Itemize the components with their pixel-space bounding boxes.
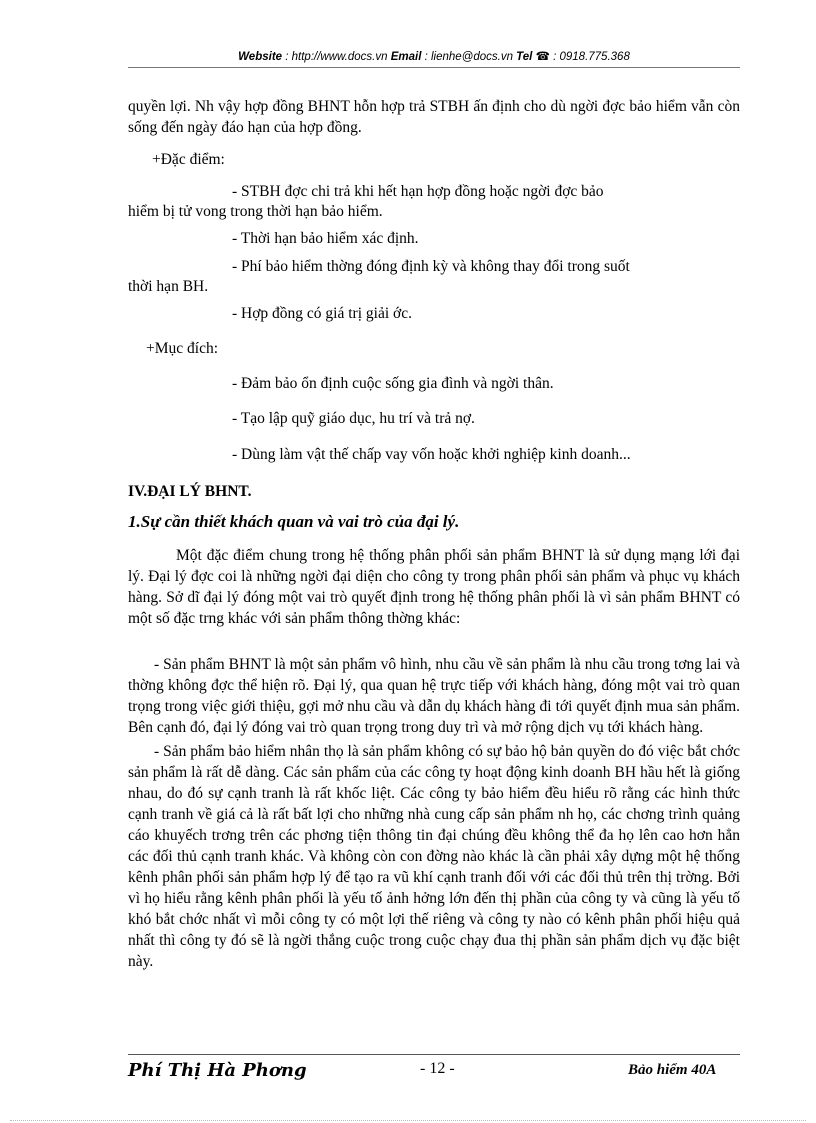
muc-dich-item-2: - Tạo lập quỹ giáo dục, hu trí và trả nợ. xyxy=(232,410,475,427)
paragraph-agent-role: Một đặc điểm chung trong hệ thống phân phối sản phẩm BHNT là sử dụng mạng lới đại lý. Đại lý đợc coi là những ngời đại diện cho công ty trong phân phối sản phẩm và phục vụ khách hàng. Sở dĩ đại lý đóng một vai trò quyết định trong hệ thống phân phối là vì sản phẩm BHNT có một số đặc trng khác với sản phẩm thông thờng khác: xyxy=(128,547,740,627)
phone-icon: ☎ xyxy=(532,51,550,63)
footer-course: Bảo hiểm 40A xyxy=(628,1062,717,1078)
dac-diem-item-1-cont: hiểm bị tử vong trong thời hạn bảo hiểm. xyxy=(128,203,383,220)
paragraph-competition: - Sản phẩm bảo hiểm nhân thọ là sản phẩm không có sự bảo hộ bản quyền do đó việc bắt chớc sản phẩm là rất dễ dàng. Các sản phẩm của các công ty hoạt động kinh doanh BH hầu hết là giống nhau, do đó sự cạnh tranh là rất khốc liệt. Các công ty bảo hiểm đều hiểu rõ rằng các hình thức cạnh tranh về giá cả là rất bất lợi cho những nhà cung cấp sản phẩm nh họ, các chơng trình quảng cáo khuyếch trơng trên các phơng tiện thông tin đại chúng đều không thể đa họ lên cao hơn hẳn các đối thủ cạnh tranh khác. Và không còn con đờng nào khác là cần phải xây dựng một hệ thống kênh phân phối sản phẩm hợp lý để tạo ra vũ khí cạnh tranh đối với các đối thủ trên thị trờng. Bởi vì họ hiểu rằng kênh phân phối là yếu tố ảnh hởng lớn đến thị phần của công ty và cũng là yếu tố khó bắt chớc nhất vì mỗi công ty có một lợi thế riêng và công ty nào có kênh phân phối hiệu quả nhất thì công ty đó sẽ là ngời thắng cuộc trong cuộc chạy đua thị phần sản phẩm dịch vụ đặc biệt này. xyxy=(128,743,740,970)
email-address[interactable]: : lienhe@docs.vn xyxy=(421,51,517,63)
subsection-heading: 1.Sự cần thiết khách quan và vai trò của đại lý. xyxy=(128,512,460,531)
dac-diem-item-4: - Hợp đồng có giá trị giải ớc. xyxy=(232,305,412,322)
email-label: Email xyxy=(390,51,422,63)
dac-diem-item-3: - Phí bảo hiểm thờng đóng định kỳ và không thay đổi trong suốt xyxy=(232,258,630,275)
dac-diem-item-3-cont: thời hạn BH. xyxy=(128,278,209,295)
paragraph-intangible-product: - Sản phẩm BHNT là một sản phẩm vô hình, nhu cầu về sản phẩm là nhu cầu trong tơng lai và thờng không đợc thể hiện rõ. Đại lý, qua quan hệ trực tiếp với khách hàng, đóng một vai trò quan trọng trong việc giới thiệu, gợi mở nhu cầu và dẫn dụ khách hàng đi tới quyết định mua sản phẩm. Bên cạnh đó, đại lý đóng vai trò quan trọng trong duy trì và mở rộng dịch vụ tới khách hàng. xyxy=(128,656,740,736)
page-header xyxy=(128,49,740,63)
website-url[interactable]: : http://www.docs.vn xyxy=(282,51,391,63)
muc-dich-item-3: - Dùng làm vật thế chấp vay vốn hoặc khởi nghiệp kinh doanh... xyxy=(232,446,631,463)
dac-diem-item-2: - Thời hạn bảo hiểm xác định. xyxy=(232,230,419,247)
muc-dich-item-1: - Đảm bảo ổn định cuộc sống gia đình và ngời thân. xyxy=(232,375,554,392)
header-divider xyxy=(128,67,740,68)
footer-divider xyxy=(128,1054,740,1055)
page-number: - 12 - xyxy=(420,1060,455,1077)
tel-number: : 0918.775.368 xyxy=(549,51,630,63)
dac-diem-item-1: - STBH đợc chi trả khi hết hạn hợp đồng hoặc ngời đợc bảo xyxy=(232,183,604,200)
muc-dich-heading: +Mục đích: xyxy=(146,340,219,357)
section-heading: IV.ĐẠI LÝ BHNT. xyxy=(128,483,252,500)
website-label: Website xyxy=(238,51,283,63)
page-bottom-border xyxy=(10,1120,806,1121)
paragraph-intro: quyền lợi. Nh vậy hợp đồng BHNT hỗn hợp trả STBH ấn định cho dù ngời đợc bảo hiểm vẫn còn sống đến ngày đáo hạn của hợp đồng. xyxy=(128,98,740,136)
dac-diem-heading: +Đặc điểm: xyxy=(152,151,225,168)
footer-author: Phí Thị Hà Phơng xyxy=(128,1060,307,1081)
tel-label: Tel xyxy=(516,51,533,63)
